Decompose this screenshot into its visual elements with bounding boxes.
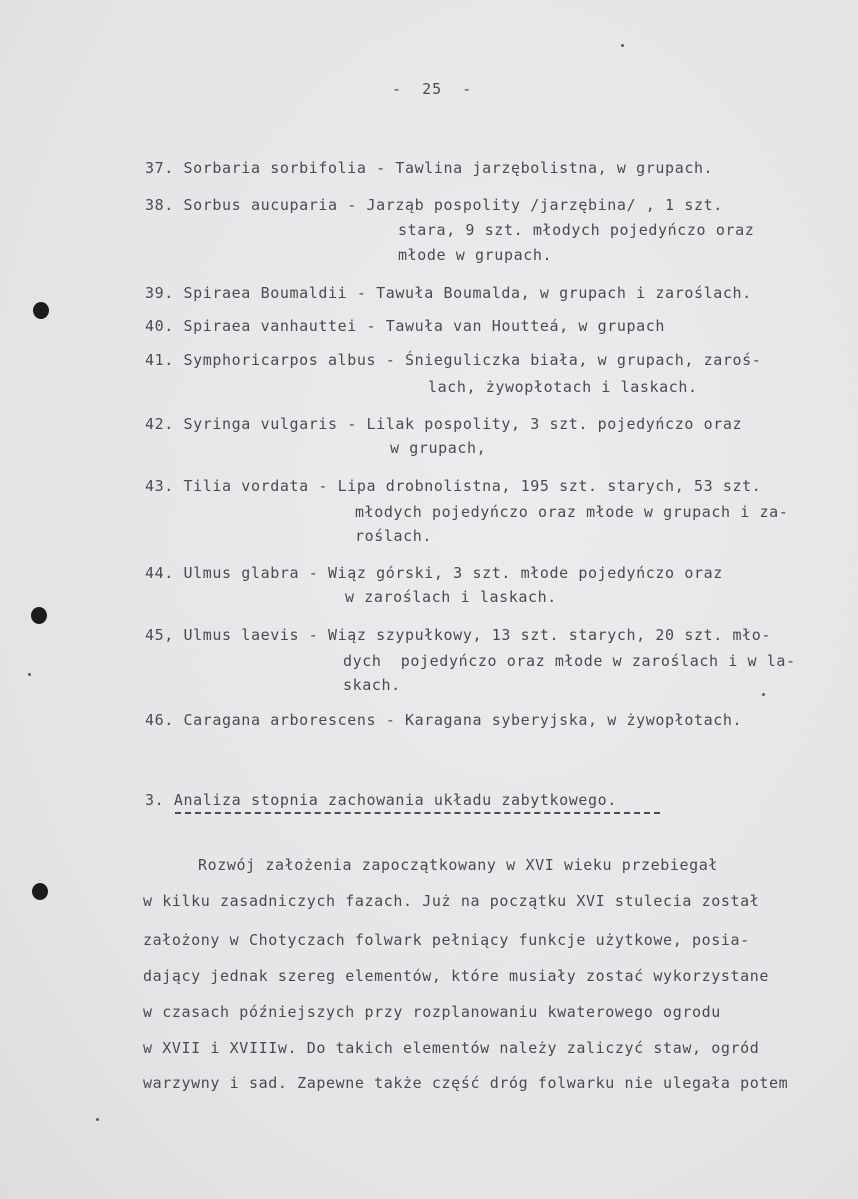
paragraph-line: warzywny i sad. Zapewne także część dróg folwarku nie ulegała potem [143,1074,789,1092]
heading-underline [175,812,660,814]
paragraph-line: w czasach późniejszych przy rozplanowaniu kwaterowego ogrodu [143,1003,721,1021]
page-number: - 25 - [392,80,473,98]
list-item-45: 45, Ulmus laevis - Wiąz szypułkowy, 13 szt. starych, 20 szt. mło- [145,626,771,644]
punch-hole-top [33,302,49,319]
list-item-37: 37. Sorbaria sorbifolia - Tawlina jarzębolistna, w grupach. [145,159,714,177]
list-item-42: 42. Syringa vulgaris - Lilak pospolity, 3 szt. pojedyńczo oraz [145,415,743,433]
list-item-41: 41. Symphoricarpos albus - Śnieguliczka biała, w grupach, zaroś- [145,351,762,369]
paper-speck [28,673,31,676]
paragraph-line: założony w Chotyczach folwark pełniący funkcje użytkowe, posia- [143,931,750,949]
list-item-39: 39. Spiraea Boumaldii - Tawuła Boumalda, w grupach i zaroślach. [145,284,752,302]
list-item-38-cont: stara, 9 szt. młodych pojedyńczo oraz [398,221,755,239]
list-item-40: 40. Spiraea vanhauttei - Tawuła van Houtteá, w grupach [145,317,666,335]
list-item-45-cont: dych pojedyńczo oraz młode w zaroślach i w la- [343,652,796,670]
paper-speck [762,693,765,696]
list-item-44: 44. Ulmus glabra - Wiąz górski, 3 szt. młode pojedyńczo oraz [145,564,723,582]
list-item-43-cont: roślach. [355,527,433,545]
paragraph-line: w XVII i XVIIIw. Do takich elementów należy zaliczyć staw, ogród [143,1039,760,1057]
list-item-43: 43. Tilia vordata - Lipa drobnolistna, 195 szt. starych, 53 szt. [145,477,762,495]
paper-speck [621,44,624,47]
list-item-41-cont: lach, żywopłotach i laskach. [428,378,698,396]
list-item-38-cont: młode w grupach. [398,246,553,264]
punch-hole-bottom [32,883,48,900]
list-item-44-cont: w zaroślach i laskach. [345,588,557,606]
paragraph-line: w kilku zasadniczych fazach. Już na początku XVI stulecia został [143,892,760,910]
list-item-38: 38. Sorbus aucuparia - Jarząb pospolity /jarzębina/ , 1 szt. [145,196,723,214]
list-item-45-cont: skach. [343,676,401,694]
section-heading: 3. Analiza stopnia zachowania układu zabytkowego. [145,791,617,809]
paragraph-line: dający jednak szereg elementów, które musiały zostać wykorzystane [143,967,769,985]
paper-speck [96,1118,99,1121]
punch-hole-middle [31,607,47,624]
list-item-46: 46. Caragana arborescens - Karagana syberyjska, w żywopłotach. [145,711,743,729]
list-item-42-cont: w grupach, [390,439,487,457]
paragraph-line: Rozwój założenia zapoczątkowany w XVI wieku przebiegał [198,856,719,874]
list-item-43-cont: młodych pojedyńczo oraz młode w grupach i za- [355,503,789,521]
